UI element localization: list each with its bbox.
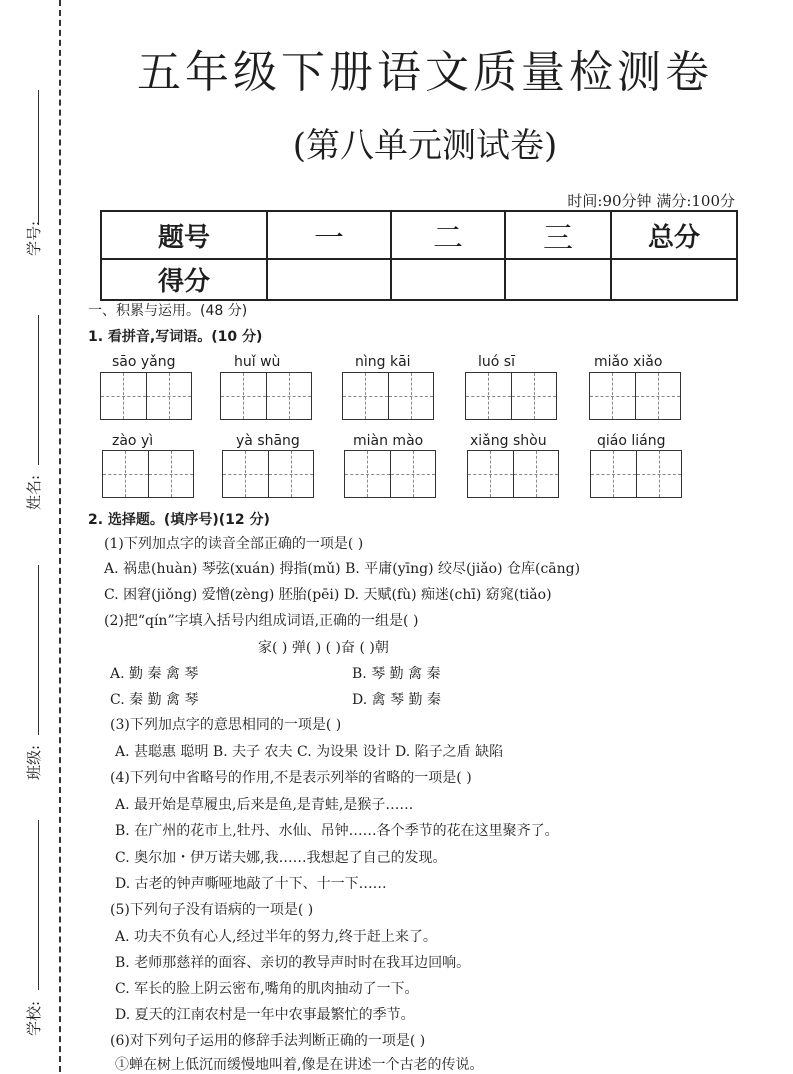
score-input-part2[interactable]	[391, 259, 505, 300]
score-cell-part2: 二	[391, 211, 505, 259]
option-line: A. 甚聪惠 聪明 B. 夫子 农夫 C. 为设果 设计 D. 陷子之盾 缺陷	[115, 744, 504, 760]
writing-grid[interactable]	[102, 450, 194, 498]
pinyin-label: sāo yǎng	[112, 354, 176, 370]
binding-strip	[0, 0, 75, 1072]
score-input-total[interactable]	[611, 259, 737, 300]
option-line: B. 老师那慈祥的面容、亲切的教导声时时在我耳边回响。	[115, 955, 471, 971]
writing-grid[interactable]	[220, 372, 312, 420]
name-label: 姓名:	[25, 474, 44, 511]
fill-line: 家( ) 弹( ) ( )奋 ( )朝	[258, 640, 389, 656]
student-id-label: 学号:	[25, 220, 44, 257]
question-line: (2)把“qín”字填入括号内组成词语,正确的一组是( )	[104, 613, 419, 629]
time-info: 时间:90分钟 满分:100分	[567, 192, 735, 210]
question-line: (1)下列加点字的读音全部正确的一项是( )	[104, 536, 364, 552]
question-line: (3)下列加点字的意思相同的一项是( )	[110, 717, 342, 733]
option-line: C. 军长的脸上阴云密布,嘴角的肌肉抽动了一下。	[115, 981, 419, 997]
score-table-header-row	[101, 211, 737, 259]
pinyin-label: miàn mào	[353, 433, 424, 449]
writing-grid[interactable]	[465, 372, 557, 420]
score-input-part1[interactable]	[267, 259, 391, 300]
school-rule	[38, 820, 39, 990]
option-line: C. 奥尔加・伊万诺夫娜,我……我想起了自己的发现。	[115, 850, 447, 866]
option-line: D. 夏天的江南农村是一年中农事最繁忙的季节。	[115, 1007, 415, 1023]
pinyin-label: qiáo liáng	[597, 433, 666, 449]
sentence-line: ①蝉在树上低沉而缓慢地叫着,像是在讲述一个古老的传说。	[115, 1057, 484, 1073]
page-subtitle: (第八单元测试卷)	[292, 126, 558, 166]
school-label: 学校:	[25, 1000, 44, 1037]
cut-line	[59, 0, 61, 1072]
score-cell-label: 题号	[101, 211, 267, 259]
option-line: A. 祸患(huàn) 琴弦(xuán) 拇指(mǔ) B. 平庸(yīng) 绞尽(jiǎo) 仓库(cāng)	[104, 561, 581, 577]
pinyin-label: yà shāng	[236, 433, 300, 449]
option-line: A. 功夫不负有心人,经过半年的努力,终于赶上来了。	[115, 929, 437, 945]
writing-grid[interactable]	[467, 450, 559, 498]
pinyin-label: luó sī	[478, 354, 515, 370]
score-cell-total: 总分	[611, 211, 737, 259]
question-line: (6)对下列句子运用的修辞手法判断正确的一项是( )	[110, 1033, 426, 1049]
option-line: B. 琴 勤 禽 秦	[352, 666, 441, 682]
pinyin-label: huǐ wù	[234, 354, 281, 370]
score-input-part3[interactable]	[505, 259, 611, 300]
question-line: (4)下列句中省略号的作用,不是表示列举的省略的一项是( )	[110, 770, 472, 786]
score-cell-part1: 一	[267, 211, 391, 259]
score-row-label: 得分	[101, 259, 267, 300]
writing-grid[interactable]	[100, 372, 192, 420]
pinyin-label: zào yì	[112, 433, 154, 449]
score-table	[100, 210, 738, 301]
class-rule	[38, 565, 39, 735]
section-1-heading: 一、积累与运用。(48 分)	[88, 303, 248, 319]
score-cell-part3: 三	[505, 211, 611, 259]
class-label: 班级:	[25, 744, 44, 781]
score-table-score-row	[101, 259, 737, 300]
writing-grid[interactable]	[590, 450, 682, 498]
option-line: C. 秦 勤 禽 琴	[110, 692, 199, 708]
pinyin-label: miǎo xiǎo	[594, 354, 663, 370]
question-line: (5)下列句子没有语病的一项是( )	[110, 902, 314, 918]
pinyin-label: nìng kāi	[355, 354, 411, 370]
writing-grid[interactable]	[589, 372, 681, 420]
option-line: C. 困窘(jiǒng) 爱憎(zèng) 胚胎(pēi) D. 天赋(fù) 痴迷(chī) 窈窕(tiǎo)	[104, 587, 552, 603]
option-line: D. 古老的钟声嘶哑地敲了十下、十一下……	[115, 876, 387, 892]
writing-grid[interactable]	[344, 450, 436, 498]
option-line: A. 最开始是草履虫,后来是鱼,是青蛙,是猴子……	[115, 797, 414, 813]
option-line: A. 勤 秦 禽 琴	[110, 666, 199, 682]
q2-heading: 2. 选择题。(填序号)(12 分)	[88, 512, 270, 528]
q1-heading: 1. 看拼音,写词语。(10 分)	[88, 329, 263, 345]
student-id-rule	[38, 90, 39, 225]
writing-grid[interactable]	[342, 372, 434, 420]
option-line: D. 禽 琴 勤 秦	[352, 692, 441, 708]
page-title: 五年级下册语文质量检测卷	[137, 47, 713, 98]
writing-grid[interactable]	[222, 450, 314, 498]
name-rule	[38, 315, 39, 465]
pinyin-label: xiǎng shòu	[470, 433, 547, 449]
option-line: B. 在广州的花市上,牡丹、水仙、吊钟……各个季节的花在这里聚齐了。	[115, 823, 559, 839]
